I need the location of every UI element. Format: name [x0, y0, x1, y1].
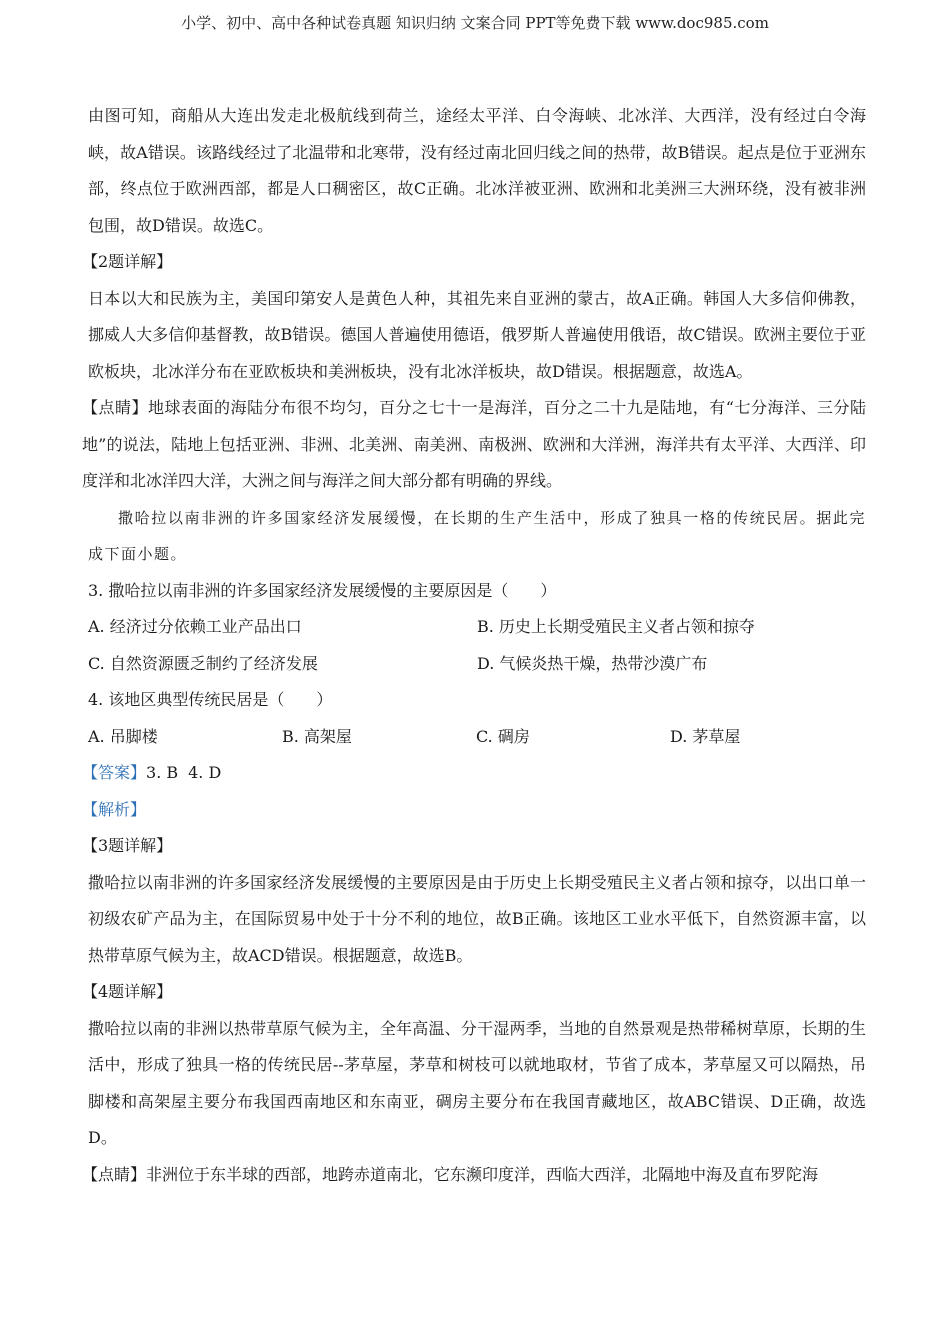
paragraph-q3-analysis: 撒哈拉以南非洲的许多国家经济发展缓慢的主要原因是由于历史上长期受殖民主义者占领和掠夺，以出口单一初级农矿产品为主，在国际贸易中处于十分不利的地位，故B正确。该地区工业水平低下，自然资源丰富，以热带草原气候为主，故ACD错误。根据题意，故选B。 — [88, 872, 866, 965]
answer-label: 【答案】 — [82, 763, 147, 782]
dianjing-label: 【点睛】 — [82, 398, 149, 417]
heading-q2-detail: 【2题详解】 — [82, 252, 173, 271]
option-c: C. 碉房 — [476, 726, 530, 746]
dianjing-label: 【点睛】 — [82, 1164, 147, 1184]
paragraph-dianjing-2 — [82, 1157, 866, 1194]
heading-q3-detail: 【3题详解】 — [82, 836, 173, 855]
page-header: 小学、初中、高中各种试卷真题 知识归纳 文案合同 PPT等免费下载 www.doc985.com — [181, 14, 769, 32]
question-3-options-row-1 — [88, 609, 866, 646]
dianjing-text: 地球表面的海陆分布很不均匀，百分之七十一是海洋，百分之二十九是陆地，有“七分海洋、三分陆地”的说法，陆地上包括亚洲、非洲、北美洲、南美洲、南极洲、欧洲和大洋洲，海洋共有太平洋、大西洋、印度洋和北冰洋四大洋，大洲之间与海洋之间大部分都有明确的界线。 — [82, 398, 866, 490]
paragraph-q1-analysis: 由图可知，商船从大连出发走北极航线到荷兰，途经太平洋、白令海峡、北冰洋、大西洋，没有经过白令海峡，故A错误。该路线经过了北温带和北寒带，没有经过南北回归线之间的热带，故B错误。起点是位于亚洲东部，终点位于欧洲西部，都是人口稠密区，故C正确。北冰洋被亚洲、欧洲和北美洲三大洲环绕，没有被非洲包围，故D错误。故选C。 — [88, 106, 866, 235]
question-4: 4. 该地区典型传统民居是（ ） — [88, 690, 333, 709]
paragraph-q2-analysis: 日本以大和民族为主，美国印第安人是黄色人种，其祖先来自亚洲的蒙古，故A正确。韩国人大多信仰佛教，挪威人大多信仰基督教，故B错误。德国人普遍使用德语，俄罗斯人普遍使用俄语，故C错误。欧洲主要位于亚欧板块，北冰洋分布在亚欧板块和美洲板块，没有北冰洋板块，故D错误。根据题意，故选A。 — [88, 288, 866, 381]
document-body — [82, 98, 866, 1193]
option-d: D. 茅草屋 — [670, 726, 741, 746]
paragraph-dianjing-1 — [82, 390, 866, 500]
question-3: 3. 撒哈拉以南非洲的许多国家经济发展缓慢的主要原因是（ ） — [88, 580, 557, 600]
option-a: A. 经济过分依赖工业产品出口 — [88, 617, 302, 636]
option-c: C. 自然资源匮乏制约了经济发展 — [88, 653, 318, 673]
option-a: A. 吊脚楼 — [88, 726, 158, 746]
heading-q4-detail: 【4题详解】 — [82, 982, 173, 1001]
question-3-options-row-2 — [88, 646, 866, 683]
paragraph-intro: 撒哈拉以南非洲的许多国家经济发展缓慢，在长期的生产生活中，形成了独具一格的传统民居。据此完成下面小题。 — [88, 508, 866, 563]
answer-4: 4. D — [188, 763, 222, 782]
paragraph-q4-analysis: 撒哈拉以南的非洲以热带草原气候为主，全年高温、分干湿两季，当地的自然景观是热带稀树草原，长期的生活中，形成了独具一格的传统民居--茅草屋，茅草和树枝可以就地取材，节省了成本，茅草屋又可以隔热，吊脚楼和高架屋主要分布我国西南地区和东南亚，碉房主要分布在我国青藏地区，故ABC错误、D正确，故选D。 — [88, 1018, 866, 1147]
analysis-label: 【解析】 — [82, 799, 147, 819]
dianjing-text: 非洲位于东半球的西部，地跨赤道南北，它东濒印度洋，西临大西洋，北隔地中海及直布罗陀海 — [146, 1164, 819, 1184]
option-b: B. 高架屋 — [282, 726, 352, 746]
option-b: B. 历史上长期受殖民主义者占领和掠夺 — [477, 617, 755, 636]
answer-3: 3. B — [146, 763, 179, 782]
question-4-options — [88, 719, 866, 756]
answer-line — [82, 755, 866, 792]
option-d: D. 气候炎热干燥，热带沙漠广布 — [477, 653, 708, 673]
